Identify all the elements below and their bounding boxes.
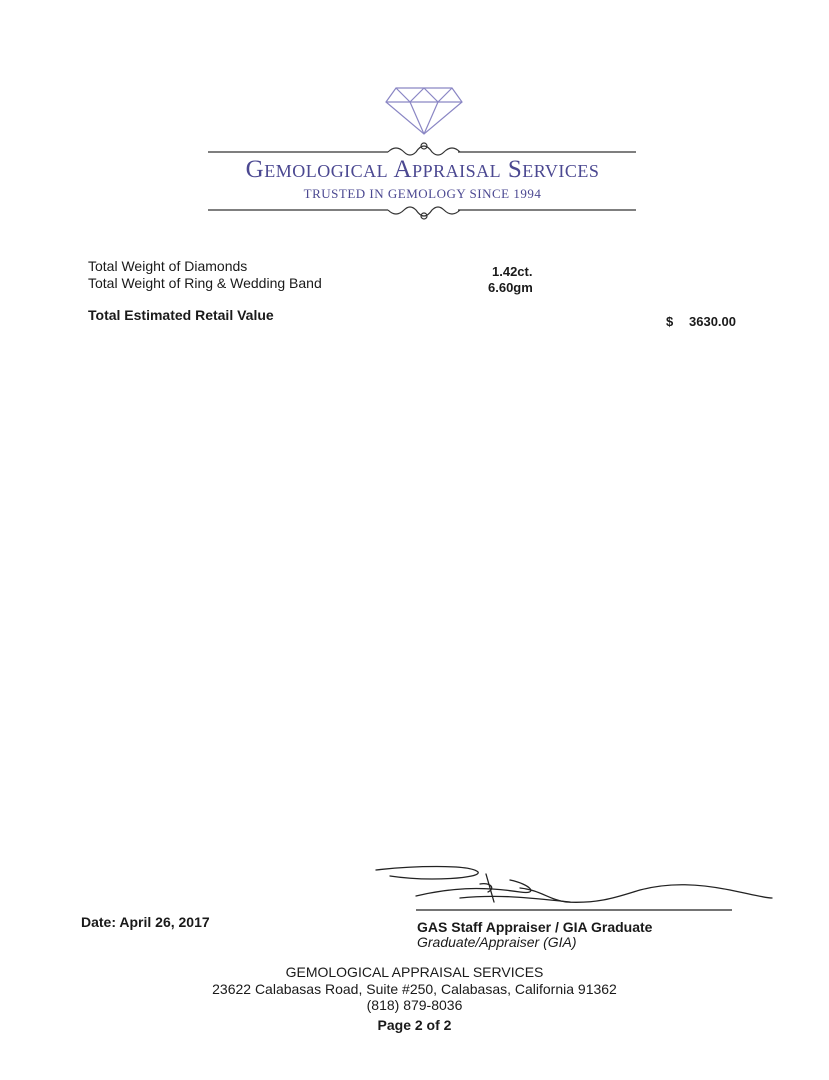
appraiser-subtitle: Graduate/Appraiser (GIA) <box>417 934 577 950</box>
company-tagline: TRUSTED IN GEMOLOGY SINCE 1994 <box>303 186 542 201</box>
ring-weight-label: Total Weight of Ring & Wedding Band <box>88 275 322 291</box>
ring-weight-value: 6.60gm <box>488 280 533 295</box>
footer-phone: (818) 879-8036 <box>366 997 463 1013</box>
diamonds-weight-value: 1.42ct. <box>492 264 533 279</box>
company-name: Gemological Appraisal Services <box>245 156 600 183</box>
retail-value-label: Total Estimated Retail Value <box>88 307 274 323</box>
footer-company: GEMOLOGICAL APPRAISAL SERVICES <box>285 964 544 980</box>
appraisal-date: Date: April 26, 2017 <box>81 914 210 930</box>
signature-image <box>370 858 775 918</box>
currency-symbol: $ <box>666 314 674 329</box>
footer-address: 23622 Calabasas Road, Suite #250, Calabasas, California 91362 <box>212 981 617 997</box>
page-number: Page 2 of 2 <box>377 1017 452 1033</box>
diamonds-weight-label: Total Weight of Diamonds <box>88 258 248 274</box>
appraiser-title: GAS Staff Appraiser / GIA Graduate <box>417 919 653 935</box>
letterhead <box>200 82 645 222</box>
retail-value-amount: 3630.00 <box>689 314 736 329</box>
